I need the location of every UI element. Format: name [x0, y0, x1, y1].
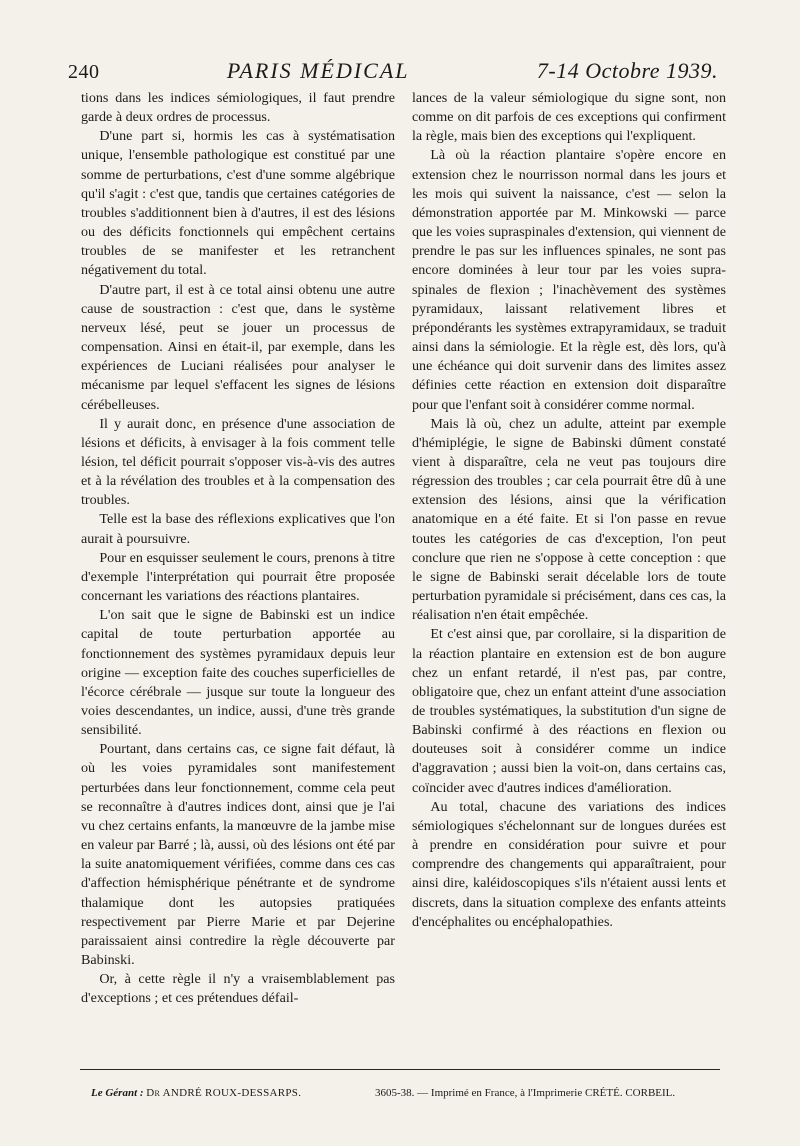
footer-gerant [91, 1086, 301, 1100]
paragraph: Telle est la base des réflexions explicatives que l'on aurait à poursuivre. [81, 511, 395, 547]
paragraph: lances de la valeur sémiologique du signe sont, non comme on dit parfois de ces exceptions qui confirment la règle, mais bien des exceptions qui l'expliquent. [412, 90, 726, 145]
paragraph: Or, à cette règle il n'y a vraisemblablement pas d'exceptions ; et ces prétendues défail- [81, 971, 395, 1007]
issue-date: 7-14 Octobre 1939. [536, 58, 718, 83]
footer-divider [80, 1069, 720, 1070]
gerant-name: Dr ANDRÉ ROUX-DESSARPS. [146, 1087, 302, 1099]
paragraph: Au total, chacune des variations des indices sémiologiques s'échelonnant sur de longues durées est à prendre en considération pour suivre et pour comprendre des changements qui apparaîtraient, pour ainsi dire, kaléidoscopiques s'ils n'étaient aussi lents et discrets, dans la situation complexe des enfants atteints d'encéphalites ou encéphalopathies. [412, 798, 726, 930]
journal-title: PARIS MÉDICAL [226, 58, 410, 83]
left-column [81, 89, 395, 1009]
paragraph: Et c'est ainsi que, par corollaire, si la disparition de la réaction plantaire en extension est de bon augure chez un enfant retardé, il n'est pas, par contre, obligatoire que, chez un enfant atteint d'une association de troubles systématiques, la substitution d'un signe de Babinski confirmé à des réactions en flexion ou douteuses soit à considérer comme un indice d'aggravation ; aussi bien la voit-on, dans certains cas, coïncider avec d'autres indices d'amélioration. [412, 626, 726, 796]
paragraph: tions dans les indices sémiologiques, il faut prendre garde à deux ordres de processus. [81, 90, 395, 126]
paragraph: Là où la réaction plantaire s'opère encore en extension chez le nourrisson normal dans les jours et les mois qui suivent la naissance, c'est — selon la démonstration apportée par M. Minkowski — parce que les voies supraspinales d'extension, qui viennent de prendre le pas sur les influences spinales, ne sont pas encore dominées à leur tour par les voies supra-spinales de flexion ; l'inachèvement des systèmes pyramidaux, laissant relativement libres et prépondérants les systèmes extrapyramidaux, se traduit ainsi dans la sémiologie. Et la règle est, dès lors, qu'à une échéance qui doit survenir dans des limites assez définies cette réaction en extension doit disparaître pour que l'enfant soit à considérer comme normal. [412, 147, 726, 413]
gerant-label: Le Gérant : [91, 1087, 144, 1099]
page-number: 240 [68, 61, 100, 83]
paragraph: D'autre part, il est à ce total ainsi obtenu une autre cause de soustraction : c'est que, dans le système nerveux lésé, peut se jouer un processus de compensation. Ainsi en était-il, par exemple, dans les expériences de Luciani réalisées pour analyser le mécanisme par lequel s'effacent les signes de lésions cérébelleuses. [81, 281, 395, 413]
paragraph: L'on sait que le signe de Babinski est un indice capital de toute perturbation apportée au fonctionnement des systèmes pyramidaux depuis leur origine — exception faite des couches superficielles de l'écorce cérébrale — jusque sur toute la longueur des voies descendantes, un indice, aussi, d'une très grande sensibilité. [81, 607, 395, 739]
paragraph: Pourtant, dans certains cas, ce signe fait défaut, là où les voies pyramidales sont manifestement perturbées dans leur fonctionnement, comme cela peut se reconnaître à d'autres indices dont, ainsi que je l'ai vu chez certains enfants, la manœuvre de la jambe mise en valeur par Barré ; là, aussi, où des lésions ont été par la suite anatomiquement vérifiées, comme dans ces cas d'affection hémisphérique pénétrante et de syndrome thalamique dont les autopsies pratiquées respectivement par Pierre Marie et par Dejerine paraissaient ainsi contredire la règle découverte par Babinski. [81, 741, 395, 969]
paragraph: Mais là où, chez un adulte, atteint par exemple d'hémiplégie, le signe de Babinski dûment constaté vient à disparaître, cela ne veut pas toujours dire régression des troubles ; car cela pourrait être dû à une extension des lésions, ainsi que la vérification anatomique en a été faite. Et si l'on passe en revue toutes les catégories de cas d'exception, l'on peut conclure que rien ne s'oppose à cette conception : que le signe de Babinski serait décelable lors de toute perturbation pyramidale si précisément, dans ces cas, la réalisation n'en était empêchée. [412, 415, 726, 624]
paragraph: Il y aurait donc, en présence d'une association de lésions et déficits, à envisager à la fois comment telle lésion, tel déficit pourrait s'opposer vis-à-vis des autres et à la révélation des troubles et à la compensation des troubles. [81, 415, 395, 509]
page-header [68, 58, 718, 90]
footer-imprint: 3605-38. — Imprimé en France, à l'Imprimerie CRÉTÉ. CORBEIL. [375, 1087, 676, 1099]
paragraph: D'une part si, hormis les cas à systématisation unique, l'ensemble pathologique est constitué par une somme de perturbations, c'est d'une somme algébrique qu'il s'agit : c'est que, tandis que certaines catégories de troubles s'additionnent bien à d'autres, il est des lésions ou des déficits fonctionnels qui empêchent certains troubles de se manifester et les retranchent négativement du total. [81, 128, 395, 279]
right-column [412, 89, 726, 932]
paragraph: Pour en esquisser seulement le cours, prenons à titre d'exemple l'interprétation qui pourrait être proposée concernant les variations des réactions plantaires. [81, 549, 395, 605]
